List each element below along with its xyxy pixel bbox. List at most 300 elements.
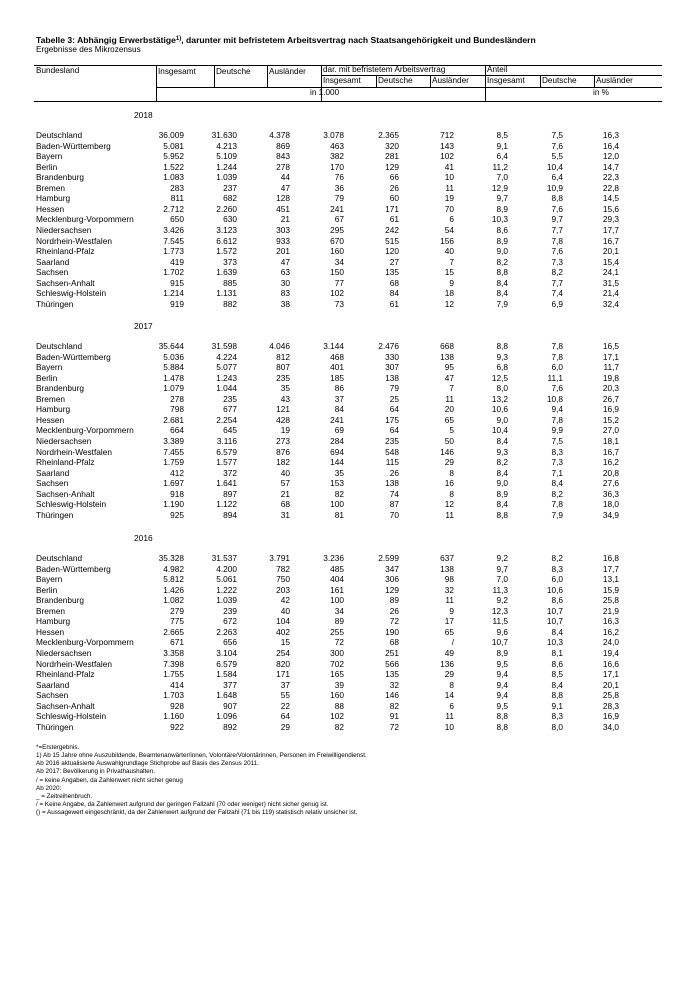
cell-befr-insgesamt: 86 [334, 383, 344, 394]
cell-befr-insgesamt: 35 [334, 467, 344, 478]
cell-auslaender: 43 [280, 393, 290, 404]
cell-befr-deutsche: 2.599 [378, 553, 399, 563]
cell-deutsche: 31.598 [211, 341, 237, 351]
cell-bundesland: Sachsen [36, 267, 69, 278]
cell-anteil-auslaender: 31,5 [602, 277, 619, 288]
cell-deutsche: 6.612 [216, 235, 237, 246]
cell-auslaender: 44 [280, 172, 290, 183]
cell-befr-auslaender: 8 [449, 467, 454, 478]
table-row [36, 151, 660, 162]
cell-bundesland: Hamburg [36, 193, 71, 204]
table-row [36, 447, 660, 458]
cell-deutsche: 656 [223, 637, 237, 648]
header-divider [376, 75, 377, 88]
cell-bundesland: Mecklenburg-Vorpommern [36, 214, 134, 225]
cell-auslaender: 750 [276, 574, 290, 585]
cell-befr-deutsche: 74 [389, 488, 399, 499]
cell-anteil-deutsche: 10,9 [546, 182, 563, 193]
cell-anteil-auslaender: 16,7 [602, 235, 619, 246]
cell-bundesland: Schleswig-Holstein [36, 288, 107, 299]
header-divider [214, 65, 215, 88]
cell-befr-deutsche: 91 [389, 711, 399, 722]
cell-auslaender: 869 [276, 140, 290, 151]
cell-auslaender: 21 [280, 214, 290, 225]
cell-befr-deutsche: 171 [385, 203, 399, 214]
cell-befr-insgesamt: 34 [334, 256, 344, 267]
cell-deutsche: 2.263 [216, 626, 237, 637]
table-row [36, 637, 660, 648]
cell-anteil-deutsche: 7,8 [551, 341, 563, 351]
cell-anteil-deutsche: 11,1 [547, 372, 563, 383]
cell-insgesamt: 7.545 [163, 235, 184, 246]
cell-deutsche: 5.109 [216, 151, 237, 162]
cell-anteil-auslaender: 14,7 [602, 161, 619, 172]
cell-anteil-insgesamt: 6,8 [496, 362, 508, 373]
cell-befr-insgesamt: 89 [334, 616, 344, 627]
cell-auslaender: 273 [276, 435, 290, 446]
cell-anteil-auslaender: 15,6 [602, 203, 619, 214]
col-anteil-deutsche: Deutsche [542, 76, 577, 85]
cell-anteil-deutsche: 8,4 [551, 478, 563, 489]
cell-befr-insgesamt: 3.236 [323, 553, 344, 563]
cell-befr-insgesamt: 102 [330, 711, 344, 722]
cell-anteil-deutsche: 10,4 [546, 161, 563, 172]
cell-insgesamt: 1.702 [163, 267, 184, 278]
cell-bundesland: Rheinland-Pfalz [36, 246, 95, 257]
cell-anteil-insgesamt: 9,4 [496, 669, 508, 679]
cell-insgesamt: 35.328 [158, 553, 184, 563]
cell-anteil-deutsche: 8,5 [551, 669, 563, 679]
cell-anteil-auslaender: 20,1 [602, 679, 619, 690]
cell-befr-insgesamt: 702 [330, 658, 344, 669]
cell-befr-auslaender: 8 [449, 679, 454, 690]
cell-bundesland: Hamburg [36, 404, 71, 415]
cell-anteil-insgesamt: 8,2 [496, 256, 508, 267]
cell-deutsche: 5.077 [216, 362, 237, 373]
cell-anteil-deutsche: 7,9 [551, 509, 563, 520]
cell-bundesland: Berlin [36, 584, 58, 595]
cell-insgesamt: 1.773 [163, 246, 184, 257]
cell-deutsche: 373 [223, 256, 237, 267]
cell-anteil-auslaender: 16,8 [602, 553, 619, 563]
cell-anteil-auslaender: 25,8 [602, 595, 619, 606]
col-deutsche: Deutsche [216, 67, 251, 76]
cell-anteil-deutsche: 7,4 [551, 288, 563, 299]
footnote-line: *=Erstergebnis. [36, 744, 80, 751]
cell-auslaender: 55 [280, 690, 290, 701]
cell-auslaender: 171 [276, 669, 290, 679]
table-row [36, 172, 660, 183]
footnote-line: Ab 2016 aktualisierte Auswahlgrundlage Stichprobe auf Basis des Zensus 2011. [36, 760, 259, 768]
table-row [36, 352, 660, 363]
cell-bundesland: Brandenburg [36, 595, 84, 606]
cell-insgesamt: 1.755 [163, 669, 184, 679]
cell-deutsche: 1.641 [216, 478, 237, 489]
cell-befr-auslaender: 12 [444, 298, 454, 309]
cell-bundesland: Thüringen [36, 509, 74, 520]
year-heading: 2016 [134, 533, 153, 543]
table-row [36, 341, 660, 352]
cell-befr-auslaender: 20 [444, 404, 454, 415]
table-row [36, 183, 660, 194]
cell-deutsche: 2.260 [216, 203, 237, 214]
cell-insgesamt: 1.426 [163, 584, 184, 595]
unit-absolute: in 1.000 [310, 88, 340, 97]
cell-insgesamt: 5.812 [163, 574, 184, 585]
cell-befr-auslaender: 637 [440, 553, 454, 563]
footnote-line: 1) Ab 15 Jahre ohne Auszubildende, Beamtenanwärter/innen, Volontäre/Volontärinnen, Personen im Freiwilligendienst. [36, 752, 367, 760]
cell-insgesamt: 1.214 [163, 288, 184, 299]
cell-insgesamt: 1.082 [163, 595, 184, 606]
cell-befr-insgesamt: 300 [330, 648, 344, 658]
cell-insgesamt: 671 [170, 637, 184, 648]
cell-befr-auslaender: 16 [444, 478, 454, 489]
cell-bundesland: Bayern [36, 151, 63, 162]
cell-befr-insgesamt: 76 [334, 172, 344, 183]
cell-deutsche: 377 [223, 679, 237, 690]
cell-befr-auslaender: 50 [444, 435, 454, 446]
cell-befr-auslaender: 41 [444, 161, 454, 172]
cell-anteil-deutsche: 7,5 [551, 435, 563, 446]
cell-anteil-insgesamt: 8,8 [496, 711, 508, 722]
cell-befr-insgesamt: 34 [334, 605, 344, 616]
cell-anteil-deutsche: 8,3 [551, 711, 563, 722]
cell-bundesland: Niedersachsen [36, 224, 92, 235]
cell-anteil-deutsche: 7,7 [551, 277, 563, 288]
cell-anteil-insgesamt: 9,6 [496, 626, 508, 637]
cell-auslaender: 128 [276, 193, 290, 204]
cell-insgesamt: 1.083 [163, 172, 184, 183]
cell-befr-deutsche: 129 [385, 584, 399, 595]
cell-befr-deutsche: 2.476 [378, 341, 399, 351]
cell-befr-deutsche: 68 [389, 277, 399, 288]
cell-befr-insgesamt: 69 [334, 425, 344, 436]
cell-bundesland: Mecklenburg-Vorpommern [36, 425, 134, 436]
table-row [36, 415, 660, 426]
cell-anteil-deutsche: 7,5 [551, 130, 563, 140]
cell-anteil-auslaender: 16,3 [602, 616, 619, 627]
cell-anteil-insgesamt: 9,4 [496, 690, 508, 701]
cell-bundesland: Rheinland-Pfalz [36, 669, 95, 679]
cell-befr-deutsche: 566 [385, 658, 399, 669]
table-row [36, 425, 660, 436]
cell-anteil-insgesamt: 9,5 [496, 658, 508, 669]
cell-befr-auslaender: 11 [445, 182, 454, 193]
cell-auslaender: 37 [280, 679, 290, 690]
cell-deutsche: 1.243 [216, 372, 237, 383]
table-row [36, 489, 660, 500]
cell-befr-insgesamt: 102 [330, 288, 344, 299]
footnotes [36, 744, 367, 817]
cell-insgesamt: 3.358 [163, 648, 184, 658]
cell-deutsche: 1.039 [216, 595, 237, 606]
cell-insgesamt: 35.644 [158, 341, 184, 351]
cell-anteil-insgesamt: 13,2 [491, 393, 508, 404]
cell-anteil-deutsche: 10,3 [546, 637, 563, 648]
cell-bundesland: Berlin [36, 161, 58, 172]
cell-anteil-auslaender: 16,7 [602, 446, 619, 457]
cell-bundesland: Sachsen [36, 690, 69, 701]
cell-bundesland: Baden-Württemberg [36, 563, 111, 574]
cell-insgesamt: 798 [170, 404, 184, 415]
cell-befr-insgesamt: 67 [334, 214, 344, 225]
cell-befr-auslaender: 9 [449, 277, 454, 288]
cell-deutsche: 885 [223, 277, 237, 288]
cell-anteil-insgesamt: 8,2 [496, 457, 508, 468]
cell-anteil-insgesamt: 8,9 [496, 648, 508, 658]
cell-befr-insgesamt: 82 [334, 721, 344, 732]
cell-anteil-insgesamt: 9,3 [496, 446, 508, 457]
cell-befr-insgesamt: 284 [330, 435, 344, 446]
cell-anteil-insgesamt: 8,4 [496, 435, 508, 446]
cell-anteil-deutsche: 8,3 [551, 446, 563, 457]
cell-befr-auslaender: 156 [440, 235, 454, 246]
header-divider [485, 65, 486, 102]
cell-befr-deutsche: 70 [389, 509, 399, 520]
header-divider [540, 75, 541, 88]
cell-deutsche: 1.648 [216, 690, 237, 701]
footnote-line: / = keine Angaben, da Zahlenwert nicht sicher genug [36, 776, 183, 784]
table-row [36, 362, 660, 373]
cell-anteil-deutsche: 8,6 [551, 595, 563, 606]
cell-anteil-deutsche: 7,8 [551, 351, 563, 362]
cell-anteil-insgesamt: 9,2 [496, 553, 508, 563]
col-insgesamt: Insgesamt [158, 67, 196, 76]
cell-anteil-deutsche: 8,8 [551, 690, 563, 701]
cell-befr-auslaender: 14 [444, 690, 454, 701]
cell-befr-deutsche: 2.365 [378, 130, 399, 140]
cell-auslaender: 57 [280, 478, 290, 489]
year-heading: 2017 [134, 321, 153, 331]
cell-deutsche: 372 [223, 467, 237, 478]
table-row [36, 162, 660, 173]
cell-befr-insgesamt: 241 [330, 203, 344, 214]
cell-befr-deutsche: 72 [389, 616, 399, 627]
cell-anteil-deutsche: 8,3 [551, 563, 563, 574]
cell-deutsche: 897 [223, 488, 237, 499]
table-row [36, 595, 660, 606]
cell-anteil-auslaender: 32,4 [602, 298, 619, 309]
cell-anteil-auslaender: 15,2 [602, 414, 619, 425]
table-row [36, 267, 660, 278]
table-row [36, 722, 660, 733]
cell-insgesamt: 36.009 [158, 130, 184, 140]
cell-insgesamt: 664 [170, 425, 184, 436]
table-title-main: Tabelle 3: Abhängig Erwerbstätige [36, 35, 176, 45]
cell-befr-deutsche: 235 [385, 435, 399, 446]
cell-befr-deutsche: 190 [385, 626, 399, 637]
cell-anteil-deutsche: 7,3 [551, 457, 563, 468]
cell-insgesamt: 915 [170, 277, 184, 288]
cell-befr-auslaender: 6 [449, 700, 454, 711]
cell-insgesamt: 811 [170, 193, 184, 204]
cell-anteil-deutsche: 7,6 [551, 246, 563, 257]
cell-befr-insgesamt: 72 [334, 637, 344, 648]
table-row [36, 585, 660, 596]
cell-anteil-insgesamt: 8,8 [496, 341, 508, 351]
cell-deutsche: 3.104 [216, 648, 237, 658]
cell-bundesland: Saarland [36, 256, 70, 267]
cell-bundesland: Thüringen [36, 721, 74, 732]
cell-anteil-deutsche: 6,4 [551, 172, 563, 183]
cell-anteil-auslaender: 16,2 [602, 626, 619, 637]
table-row [36, 510, 660, 521]
col-befristet: dar. mit befristetem Arbeitsvertrag [323, 65, 446, 74]
cell-bundesland: Bayern [36, 574, 63, 585]
table-row [36, 553, 660, 564]
cell-auslaender: 203 [276, 584, 290, 595]
cell-anteil-auslaender: 16,4 [602, 140, 619, 151]
cell-auslaender: 303 [276, 224, 290, 235]
cell-befr-auslaender: 9 [449, 605, 454, 616]
cell-befr-deutsche: 138 [385, 372, 399, 383]
table-row [36, 499, 660, 510]
cell-befr-deutsche: 66 [389, 172, 399, 183]
cell-befr-insgesamt: 100 [330, 499, 344, 510]
col-anteil-insgesamt: Insgesamt [487, 76, 525, 85]
cell-anteil-auslaender: 22,3 [602, 172, 619, 183]
cell-auslaender: 235 [276, 372, 290, 383]
cell-befr-auslaender: 138 [440, 351, 454, 362]
table-row [36, 278, 660, 289]
cell-bundesland: Thüringen [36, 298, 74, 309]
cell-auslaender: 47 [280, 256, 290, 267]
cell-auslaender: 15 [280, 637, 290, 648]
cell-deutsche: 1.584 [216, 669, 237, 679]
cell-befr-insgesamt: 73 [334, 298, 344, 309]
table-row [36, 236, 660, 247]
cell-auslaender: 121 [276, 404, 290, 415]
cell-befr-auslaender: 10 [444, 721, 454, 732]
cell-befr-insgesamt: 382 [330, 151, 344, 162]
col-anteil: Anteil [487, 65, 508, 74]
cell-auslaender: 29 [280, 721, 290, 732]
cell-insgesamt: 1.160 [163, 711, 184, 722]
cell-befr-insgesamt: 165 [330, 669, 344, 679]
cell-auslaender: 68 [280, 499, 290, 510]
cell-befr-auslaender: 11 [445, 711, 454, 722]
cell-befr-auslaender: 11 [445, 509, 454, 520]
cell-befr-insgesamt: 670 [330, 235, 344, 246]
cell-anteil-deutsche: 8,2 [551, 267, 563, 278]
cell-insgesamt: 919 [170, 298, 184, 309]
cell-anteil-insgesamt: 11,2 [492, 161, 508, 172]
cell-anteil-insgesamt: 9,0 [496, 414, 508, 425]
cell-befr-auslaender: 40 [444, 246, 454, 257]
cell-deutsche: 2.254 [216, 414, 237, 425]
cell-befr-auslaender: 7 [449, 256, 454, 267]
cell-anteil-auslaender: 16,6 [602, 658, 619, 669]
cell-deutsche: 4.224 [216, 351, 237, 362]
cell-anteil-insgesamt: 8,9 [496, 488, 508, 499]
cell-befr-insgesamt: 404 [330, 574, 344, 585]
cell-anteil-deutsche: 9,4 [551, 404, 563, 415]
cell-insgesamt: 775 [170, 616, 184, 627]
cell-befr-deutsche: 281 [385, 151, 399, 162]
cell-befr-insgesamt: 463 [330, 140, 344, 151]
cell-befr-auslaender: 18 [444, 288, 454, 299]
cell-anteil-insgesamt: 8,8 [496, 509, 508, 520]
footnote-line: Ab 2017: Bevölkerung in Privathaushalten. [36, 768, 156, 776]
cell-befr-auslaender: 11 [445, 595, 454, 606]
cell-insgesamt: 2.665 [163, 626, 184, 637]
cell-anteil-deutsche: 7,6 [551, 203, 563, 214]
cell-anteil-insgesamt: 7,0 [496, 574, 508, 585]
header-bottom-rule [34, 101, 662, 102]
cell-bundesland: Bremen [36, 393, 66, 404]
cell-insgesamt: 283 [170, 182, 184, 193]
cell-auslaender: 451 [276, 203, 290, 214]
cell-auslaender: 40 [280, 467, 290, 478]
cell-insgesamt: 1.697 [163, 478, 184, 489]
table-row [36, 669, 660, 680]
cell-deutsche: 31.630 [211, 130, 237, 140]
cell-befr-insgesamt: 79 [334, 193, 344, 204]
table-title [36, 35, 536, 45]
cell-anteil-deutsche: 8,0 [551, 721, 563, 732]
col-befristet-insgesamt: Insgesamt [323, 76, 361, 85]
cell-insgesamt: 5.036 [163, 351, 184, 362]
cell-befr-deutsche: 320 [385, 140, 399, 151]
cell-bundesland: Sachsen-Anhalt [36, 488, 95, 499]
cell-befr-auslaender: 138 [440, 563, 454, 574]
cell-deutsche: 4.213 [216, 140, 237, 151]
cell-anteil-deutsche: 6,9 [551, 298, 563, 309]
cell-anteil-auslaender: 16,9 [602, 711, 619, 722]
cell-anteil-insgesamt: 10,3 [491, 214, 508, 225]
cell-befr-insgesamt: 77 [334, 277, 344, 288]
cell-befr-auslaender: 17 [444, 616, 454, 627]
cell-insgesamt: 4.982 [163, 563, 184, 574]
cell-bundesland: Mecklenburg-Vorpommern [36, 637, 134, 648]
cell-insgesamt: 650 [170, 214, 184, 225]
col-bundesland: Bundesland [36, 66, 80, 75]
cell-befr-deutsche: 84 [389, 288, 399, 299]
cell-anteil-deutsche: 8,2 [551, 553, 563, 563]
cell-deutsche: 1.044 [216, 383, 237, 394]
cell-befr-insgesamt: 37 [334, 393, 344, 404]
cell-befr-deutsche: 135 [385, 267, 399, 278]
cell-anteil-deutsche: 7,6 [551, 383, 563, 394]
cell-anteil-auslaender: 17,7 [602, 563, 619, 574]
cell-befr-deutsche: 548 [385, 446, 399, 457]
table-row [36, 659, 660, 670]
cell-anteil-auslaender: 18,0 [602, 499, 619, 510]
cell-anteil-insgesamt: 8,8 [496, 267, 508, 278]
header-divider [594, 75, 595, 88]
table-subtitle: Ergebnisse des Mikrozensus [36, 45, 141, 54]
cell-anteil-auslaender: 13,1 [602, 574, 619, 585]
cell-anteil-insgesamt: 6,4 [496, 151, 508, 162]
cell-insgesamt: 1.190 [163, 499, 184, 510]
cell-anteil-insgesamt: 9,5 [496, 700, 508, 711]
table-row [36, 627, 660, 638]
table-row [36, 299, 660, 310]
cell-deutsche: 645 [223, 425, 237, 436]
cell-befr-insgesamt: 160 [330, 246, 344, 257]
cell-deutsche: 892 [223, 721, 237, 732]
cell-anteil-deutsche: 8,4 [551, 679, 563, 690]
cell-auslaender: 933 [276, 235, 290, 246]
cell-auslaender: 428 [276, 414, 290, 425]
cell-befr-deutsche: 25 [389, 393, 399, 404]
cell-befr-deutsche: 115 [385, 457, 399, 468]
table-row [36, 288, 660, 299]
cell-anteil-deutsche: 8,4 [551, 626, 563, 637]
cell-befr-auslaender: 12 [444, 499, 454, 510]
cell-auslaender: 40 [280, 605, 290, 616]
cell-anteil-auslaender: 20,1 [602, 246, 619, 257]
